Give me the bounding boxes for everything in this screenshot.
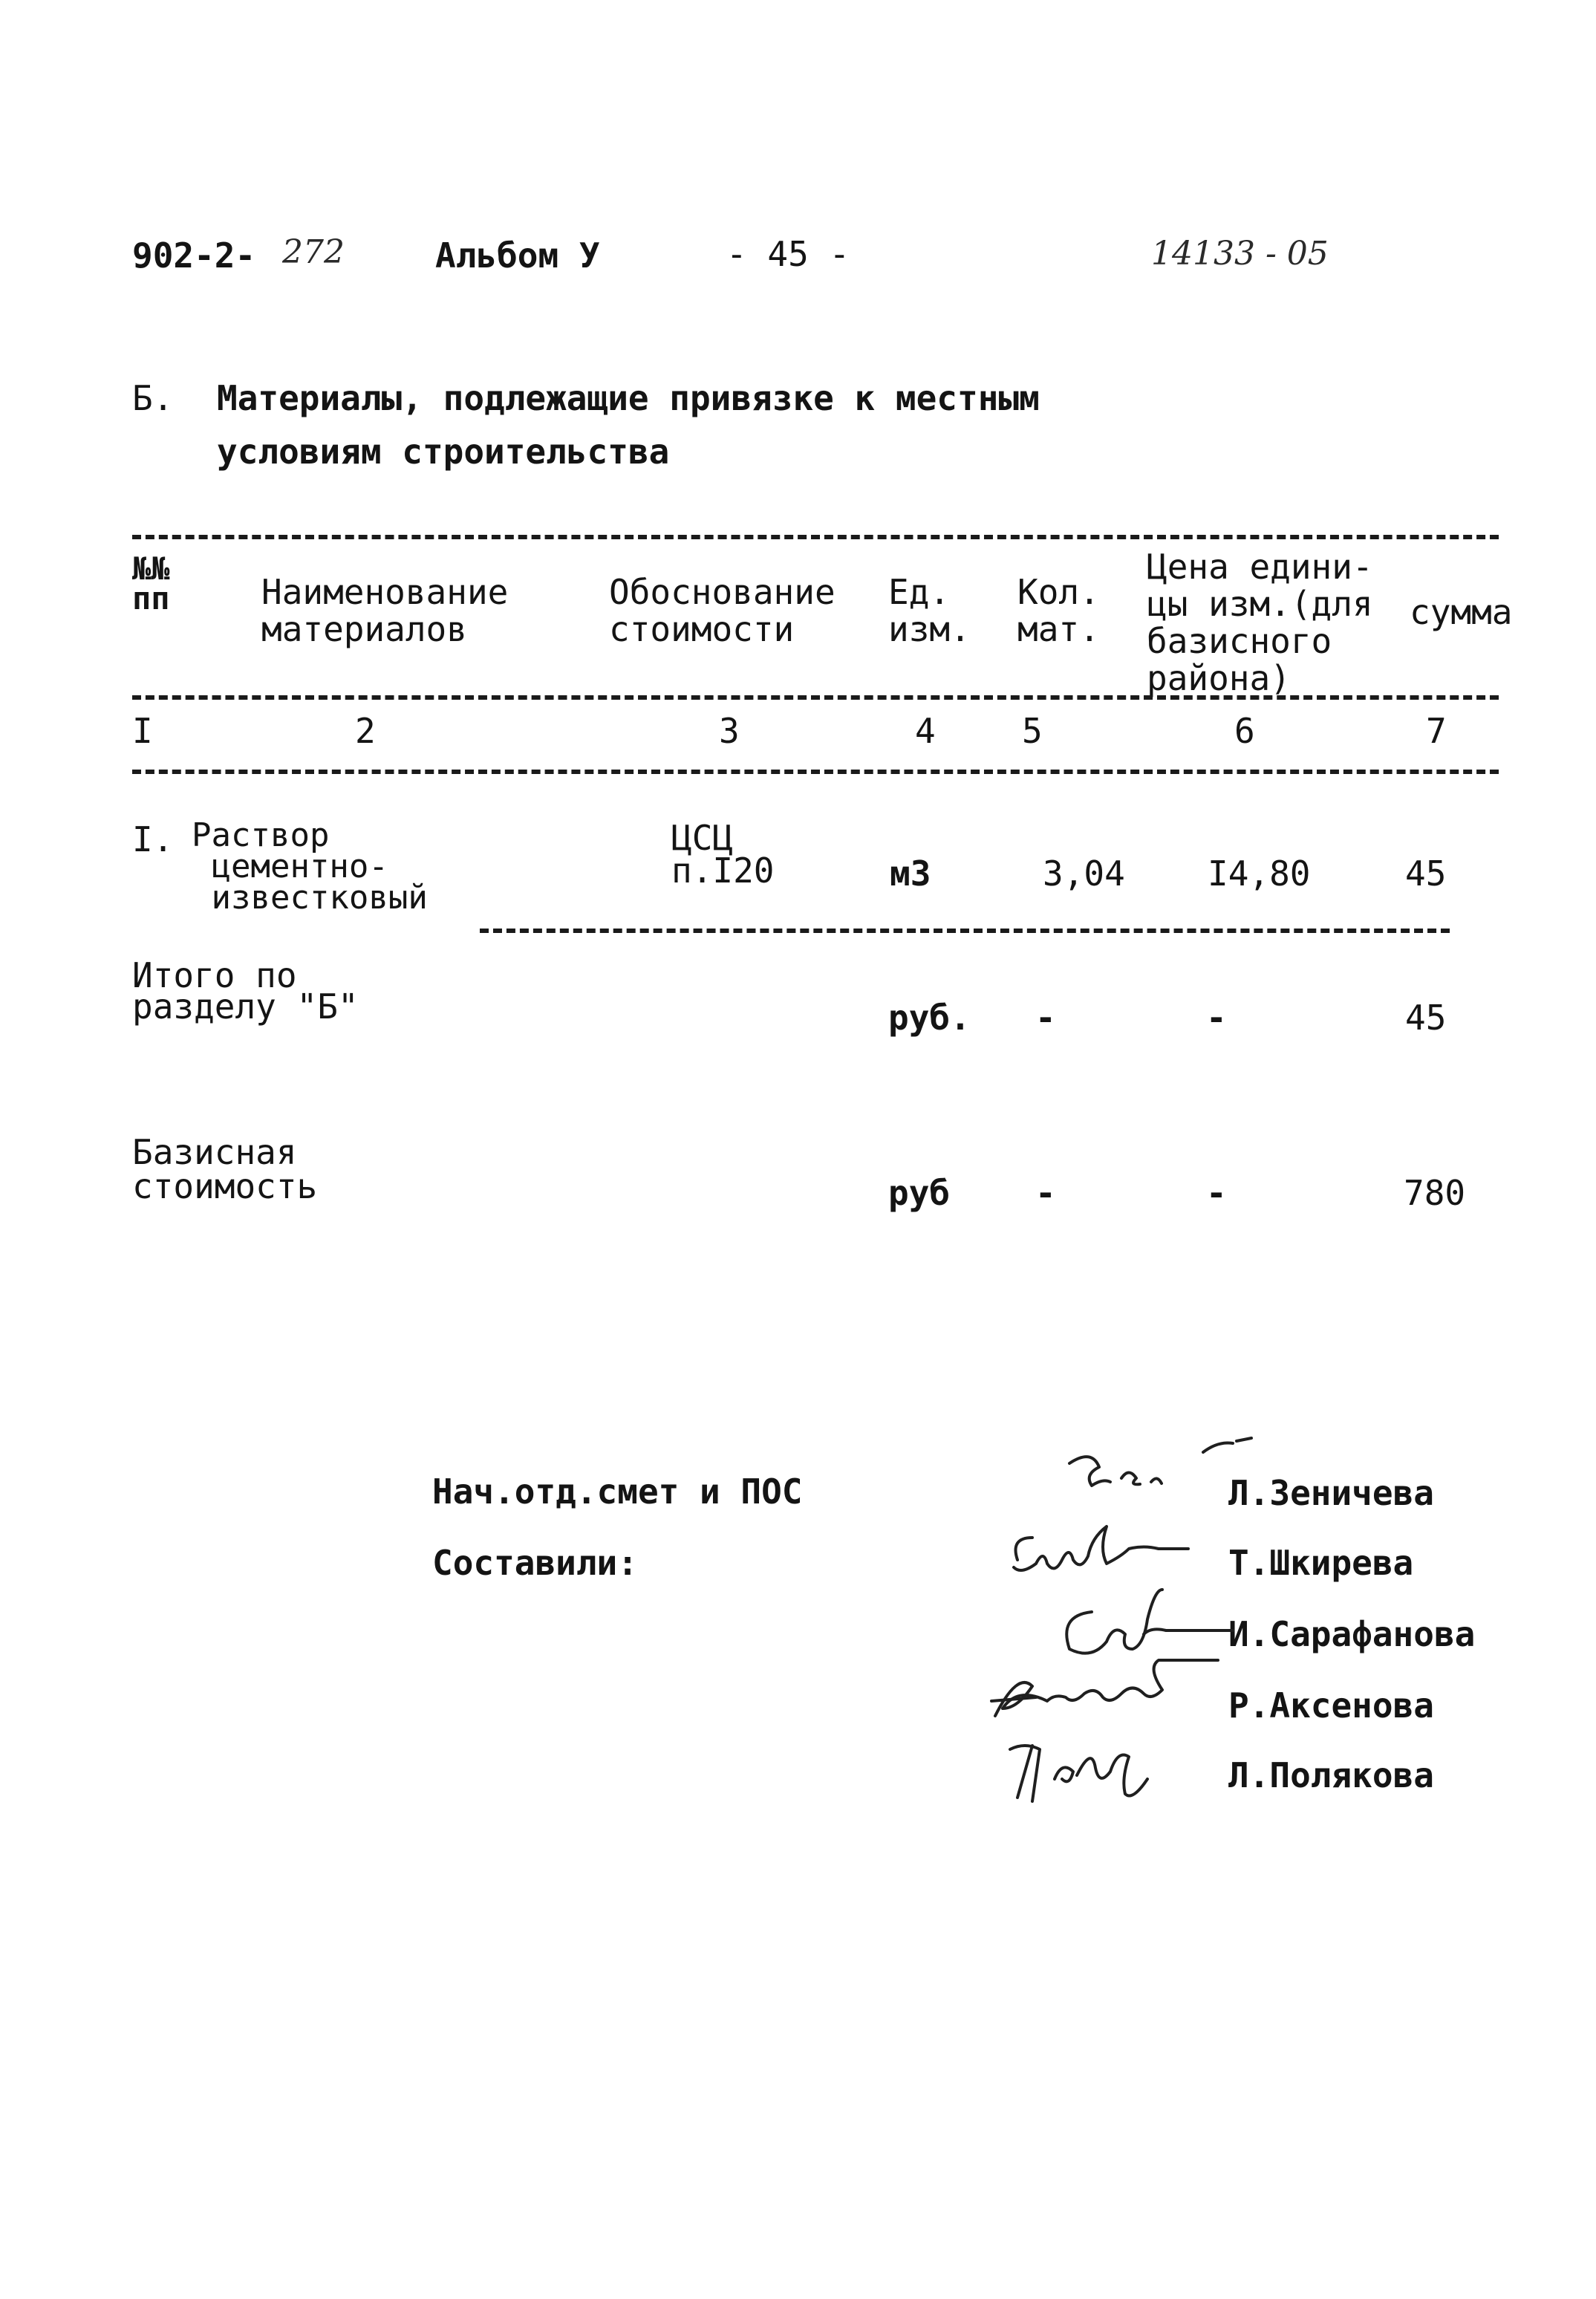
section-letter: Б. [132,378,174,418]
col-number-7: 7 [1426,711,1447,751]
col-number-4: 4 [915,711,936,751]
row-unit: м3 [890,853,931,894]
series-number: 272 [282,233,345,271]
header-bottom-rule [132,695,1499,700]
base-cost-price: - [1206,1173,1227,1213]
table-top-rule [132,535,1499,539]
department-head-title: Нач.отд.смет и ПОС [432,1472,803,1512]
subtotal-unit: руб. [888,998,971,1038]
row-basis: ЦСЦ п.I20 [671,818,775,891]
row-number: I. [132,819,174,859]
page-number: - 45 - [726,234,850,274]
document-code: 14133 - 05 [1151,235,1329,273]
signature-1 [1055,1434,1263,1515]
signatory-name-4: Р.Аксенова [1228,1685,1434,1726]
row-material-name: Раствор цементно- известковый [192,816,428,917]
signature-5 [988,1716,1181,1820]
signatory-name-1: Л.Зеничева [1228,1473,1434,1513]
base-cost-unit: руб [888,1173,951,1213]
col-number-1: I [132,711,153,751]
section-title-line2: условиям строительства [217,432,670,472]
col-header-number: №№ пп [132,550,170,617]
signatory-name-3: И.Сарафанова [1228,1614,1476,1654]
series-code: 902-2- [132,235,256,276]
col-header-name: Наименование материалов [261,572,509,649]
row-qty: 3,04 [1043,853,1125,894]
base-cost-qty: - [1035,1173,1056,1213]
subtotal-price: - [1206,998,1227,1038]
section-title-line1: Материалы, подлежащие привязке к местным [217,378,1040,418]
col-number-5: 5 [1022,711,1043,751]
subtotal-sum: 45 [1405,998,1447,1038]
col-header-unit: Ед. изм. [888,572,971,649]
subtotal-qty: - [1035,998,1056,1038]
col-header-sum: сумма [1410,592,1513,632]
col-header-basis: Обоснование стоимости [609,572,836,649]
col-header-qty: Кол. мат. [1017,572,1100,649]
row-bottom-rule [480,929,1450,933]
row-sum: 45 [1405,853,1447,894]
signatory-name-2: Т.Шкирева [1228,1543,1414,1583]
col-number-6: 6 [1234,711,1255,751]
col-number-2: 2 [355,711,376,751]
album-label: Альбом У [435,235,600,276]
col-header-price: Цена едини- цы изм.(для базисного района) [1147,547,1373,698]
subtotal-label: Итого по разделу "Б" [132,955,359,1027]
compiled-by-label: Составили: [432,1543,638,1583]
base-cost-label: Базисная стоимость [132,1132,318,1206]
col-number-3: 3 [719,711,740,751]
column-numbers-rule [132,770,1499,774]
signatory-name-5: Л.Полякова [1228,1755,1434,1795]
base-cost-sum: 780 [1404,1173,1466,1213]
row-price: I4,80 [1208,853,1311,894]
